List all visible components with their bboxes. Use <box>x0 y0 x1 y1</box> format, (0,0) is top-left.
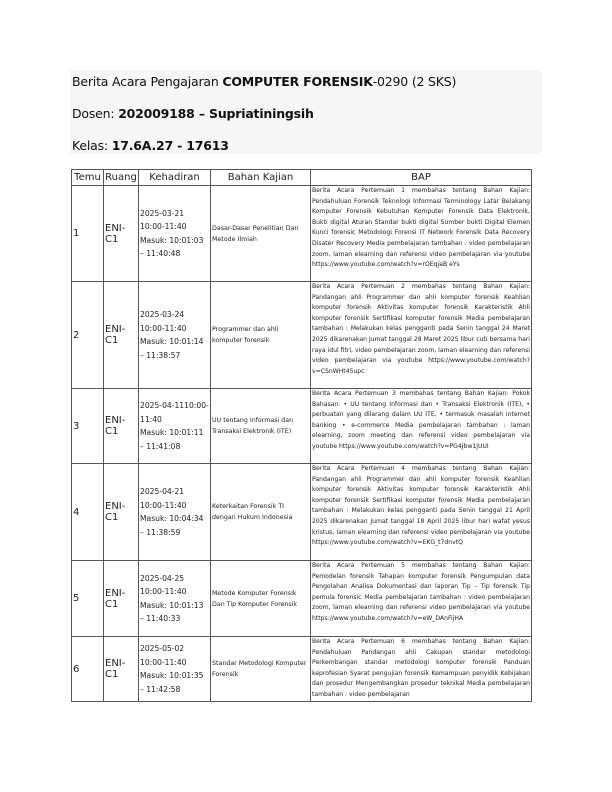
title-suffix: -0290 (2 SKS) <box>372 74 457 89</box>
cell-bap <box>311 464 532 561</box>
cell-kehadiran <box>139 637 211 702</box>
cell-kehadiran <box>139 186 211 282</box>
kehadiran-tanggal: 2025-04-21 <box>140 487 185 496</box>
cell-kehadiran <box>139 561 211 637</box>
cell-temu: 4 <box>72 464 104 561</box>
kehadiran-masuk: Masuk: 10:04:34 – 11:38:59 <box>140 514 204 537</box>
bap-text: Berita Acara Pertemuan 3 membahas tentang Bahan Kajian: Pokok Bahasan: • UU tentang Informasi dan • Transaksi Elektronik (ITE), • perbuatan yang dilarang dalam UU ITE, • termasuk masalah internet banking • e-commerce Media pembelajaran tambahan : laman elearning, zoom meeting dan referensi video pembelajaran via youtube https://www.youtube.com/watch?v=PG4Jbw1jUUI <box>312 390 530 450</box>
cell-ruang: ENI-C1 <box>104 282 139 389</box>
cell-bap <box>311 186 532 282</box>
dosen-value: 202009188 – Supriatiningsih <box>118 106 314 121</box>
kehadiran-masuk: Masuk: 10:01:11 – 11:41:08 <box>140 428 204 451</box>
dosen-line <box>72 106 314 121</box>
course-name: COMPUTER FORENSIK <box>222 74 373 89</box>
bap-text: Berita Acara Pertemuan 1 membahas tentang Bahan Kajian: Pendahuluan Forensik Teknologi Informasi Terminology Latar Belakang Komputer Forensik Kebutuhan Komputer Forensik Data Elektronik, Bukti digital Aturan Standar bukti digital Sumber bukti Digital Elemen Kunci forensic Metodologi Forensi IT Network Forensik Data Recovery Disater Recovery Media pembelajaran tambahan : video pembelajaran zoom, laman elearning dan referensi video pembelajaran via youtube https://www.youtube.com/watch?v=rOEqjaB eYs <box>312 187 530 269</box>
cell-temu: 5 <box>72 561 104 637</box>
cell-temu: 2 <box>72 282 104 389</box>
cell-bahan-kajian: Dasar-Dasar Penelitian Dan Metode Ilmiah <box>211 186 311 282</box>
kehadiran-masuk: Masuk: 10:01:35 – 11:42:58 <box>140 671 204 694</box>
kehadiran-tanggal: 2025-03-21 <box>140 208 185 218</box>
cell-bahan-kajian: Metode Komputer Forensik Dan Tip Komputer Forensik <box>211 561 311 637</box>
header-bahan-kajian: Bahan Kajian <box>211 170 311 186</box>
kehadiran-jam: 10:00-11:40 <box>140 401 209 424</box>
table-row <box>72 389 532 464</box>
kehadiran-jam: 10:00-11:40 <box>140 323 187 333</box>
table-row <box>72 637 532 702</box>
cell-bahan-kajian: Keterkaitan Forensik TI dengan Hukum Indonesia <box>211 464 311 561</box>
cell-temu: 1 <box>72 186 104 282</box>
kelas-value: 17.6A.27 - 17613 <box>111 138 229 153</box>
kehadiran-jam: 10:00-11:40 <box>140 222 187 231</box>
kehadiran-tanggal: 2025-04-25 <box>140 573 185 583</box>
cell-kehadiran <box>139 389 211 464</box>
title-prefix: Berita Acara Pengajaran <box>72 74 223 89</box>
kehadiran-tanggal: 2025-04-11 <box>140 401 185 410</box>
kelas-line <box>72 138 229 153</box>
cell-ruang: ENI-C1 <box>104 389 139 464</box>
cell-ruang: ENI-C1 <box>104 464 139 561</box>
cell-ruang: ENI-C1 <box>104 561 139 637</box>
table-row <box>72 464 532 561</box>
bap-text: Berita Acara Pertemuan 6 membahas tentang Bahan Kajian: Pendahuluan Pandangan ahli Cakupan standar metodologi Perkembangan standar metodologi komputer forensik Panduan keprofesian Syarat pengujian forensik Kemampuan penyidik Kebijakan dan prosedur Mengembangkan prosedur teknikal Media pembelajaran tambahan : video pembelajaran <box>312 638 530 698</box>
cell-bap <box>311 637 532 702</box>
table-row <box>72 186 532 282</box>
dosen-label: Dosen: <box>72 106 119 121</box>
table-row <box>72 561 532 637</box>
kelas-label: Kelas: <box>72 138 112 153</box>
bap-table <box>71 169 532 702</box>
cell-bahan-kajian: Standar Metodologi Komputer Forensik <box>211 637 311 702</box>
document-header <box>70 70 542 154</box>
bap-text: Berita Acara Pertemuan 5 membahas tentang Bahan Kajian: Pemodelan forensik Tahapan komputer forensik Pengumpulan data Pengolahan Analisa Dokumentasi dan laporan Tip – Tip forensik Tip pemula forensic Media pembelajaran tambahan : video pembelajaran zoom, laman elearning dan referensi video pembelajaran via youtube https://www.youtube.com/watch?v=eW_DAnFijHA <box>312 562 530 622</box>
kehadiran-masuk: Masuk: 10:01:03 – 11:40:48 <box>140 235 204 258</box>
cell-temu: 6 <box>72 637 104 702</box>
title-line <box>72 74 456 89</box>
header-kehadiran: Kehadiran <box>139 170 211 186</box>
cell-kehadiran <box>139 464 211 561</box>
header-temu: Temu <box>72 170 104 186</box>
cell-bap <box>311 389 532 464</box>
cell-kehadiran <box>139 282 211 389</box>
kehadiran-tanggal: 2025-03-24 <box>140 310 185 319</box>
kehadiran-masuk: Masuk: 10:01:13 – 11:40:33 <box>140 600 204 623</box>
bap-text: Berita Acara Pertemuan 2 membahas tentang Bahan Kajian: Pandangan ahli Programmer dan ahli komputer forensik Keahlian komputer forensik Aktivitas komputer forensik Karakteristik Ahli komputer forensik Sertifikasi komputer forensik Media pembelajaran tambahan : Melakukan kelas pengganti pada Senin tanggal 24 Maret 2025 dikarenakan Jumat tanggal 28 Maret 2025 libur cuti bersama hari raya idul fitri, video pembelajaran zoom, laman elearning dan referensi video pembelajaran via youtube https://www.youtube.com/watch?v=CSnWHt45upc <box>312 283 530 375</box>
kehadiran-masuk: Masuk: 10:01:14 – 11:38:57 <box>140 337 204 360</box>
header-ruang: Ruang <box>104 170 139 186</box>
cell-bahan-kajian: UU tentang Informasi dan Transaksi Elektronik (ITE) <box>211 389 311 464</box>
table-header-row <box>72 170 532 186</box>
table-row <box>72 282 532 389</box>
cell-bap <box>311 561 532 637</box>
cell-bap <box>311 282 532 389</box>
kehadiran-jam: 10:00-11:40 <box>140 500 187 510</box>
kehadiran-jam: 10:00-11:40 <box>140 657 187 667</box>
cell-ruang: ENI-C1 <box>104 637 139 702</box>
cell-temu: 3 <box>72 389 104 464</box>
cell-ruang: ENI-C1 <box>104 186 139 282</box>
header-bap: BAP <box>311 170 532 186</box>
kehadiran-tanggal: 2025-05-02 <box>140 644 185 653</box>
cell-bahan-kajian: Programmer dan ahli komputer forensik <box>211 282 311 389</box>
bap-text: Berita Acara Pertemuan 4 membahas tentang Bahan Kajian: Pandangan ahli Programmer dan ahli komputer forensik Keahlian komputer forensik Aktivitas komputer forensik Karakteristik Ahli komputer forensik Sertifikasi komputer forensik Media pembelajaran tambahan : Melakukan kelas pengganti pada Senin tanggal 21 April 2025 dikarenakan Jumat tanggal 18 April 2025 libur hari wafat yesus kristus, laman elearning dan referensi video pembelajaran via youtube https://www.youtube.com/watch?v=EKG_t7dnvtQ <box>312 465 530 547</box>
kehadiran-jam: 10:00-11:40 <box>140 587 187 596</box>
